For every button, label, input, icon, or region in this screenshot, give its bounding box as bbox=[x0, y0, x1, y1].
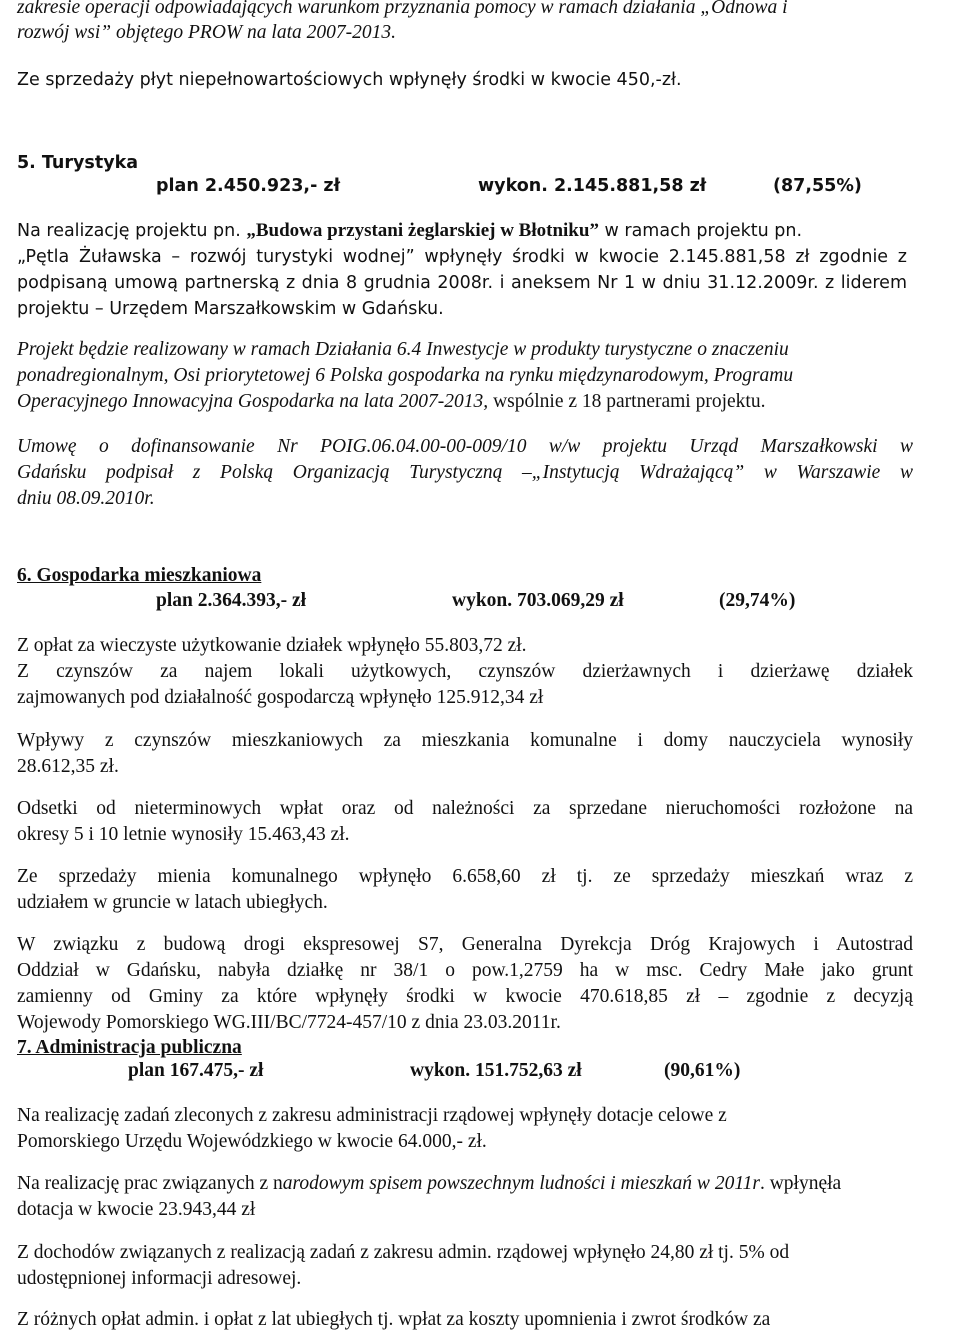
project-desc-line-3 bbox=[17, 389, 765, 415]
project-desc-line-3-partners: wspólnie z 18 partnerami projektu. bbox=[488, 391, 766, 412]
section-5-plan: plan 2.450.923,- zł bbox=[156, 176, 341, 196]
section-5-wykon: wykon. 2.145.881,58 zł bbox=[478, 176, 707, 196]
intro-line-2: rozwój wsi” objętego PROW na lata 2007-2013. bbox=[17, 22, 396, 43]
section-5-line-4: projektu – Urzędem Marszałkowskim w Gdańsku. bbox=[17, 299, 444, 319]
section-5-heading: 5. Turystyka bbox=[17, 153, 139, 173]
agreement-line-3: dniu 08.09.2010r. bbox=[17, 488, 155, 509]
section-5-line-3: podpisaną umową partnerską z dnia 8 grudnia 2008r. i aneksem Nr 1 w dniu 31.12.2009r. z liderem bbox=[17, 273, 907, 293]
section-5-line-1 bbox=[17, 218, 802, 244]
section-6-e-line-1: Ze sprzedaży mienia komunalnego wpłynęło 6.658,60 zł tj. ze sprzedaży mieszkań wraz z bbox=[17, 866, 913, 887]
section-7-b-part-c: . wpłynęła bbox=[759, 1173, 842, 1194]
section-7-a-line-2: Pomorskiego Urzędu Wojewódzkiego w kwocie 64.000,- zł. bbox=[17, 1131, 487, 1152]
section-6-percent: (29,74%) bbox=[719, 590, 796, 611]
section-6-d-line-1: Odsetki od nieterminowych wpłat oraz od należności za sprzedane nieruchomości rozłożone na bbox=[17, 798, 913, 819]
section-7-plan: plan 167.475,- zł bbox=[128, 1060, 264, 1081]
section-6-f-line-1: W związku z budową drogi ekspresowej S7, Generalna Dyrekcja Dróg Krajowych i Autostrad bbox=[17, 934, 913, 955]
line-1-part-c: w ramach projektu pn. bbox=[598, 221, 803, 241]
section-7-c-line-2: udostępnionej informacji adresowej. bbox=[17, 1268, 302, 1289]
section-7-wykon: wykon. 151.752,63 zł bbox=[410, 1060, 582, 1081]
project-name-bold: „Budowa przystani żeglarskiej w Błotniku” bbox=[246, 220, 599, 241]
section-6-b-line-2: zajmowanych pod działalność gospodarczą wpłynęło 125.912,34 zł bbox=[17, 687, 544, 708]
section-6-c-line-2: 28.612,35 zł. bbox=[17, 756, 119, 777]
section-6-e-line-2: udziałem w gruncie w latach ubiegłych. bbox=[17, 892, 328, 913]
section-6-plan: plan 2.364.393,- zł bbox=[156, 590, 307, 611]
section-6-a-line-1: Z opłat za wieczyste użytkowanie działek wpłynęło 55.803,72 zł. bbox=[17, 635, 527, 656]
section-7-heading: 7. Administracja publiczna bbox=[17, 1037, 242, 1058]
section-7-c-line-1: Z dochodów związanych z realizacją zadań z zakresu admin. rządowej wpłynęło 24,80 zł tj. 5% od bbox=[17, 1242, 790, 1263]
section-6-b-line-1: Z czynszów za najem lokali użytkowych, czynszów dzierżawnych i dzierżawę działek bbox=[17, 661, 913, 682]
section-6-c-line-1: Wpływy z czynszów mieszkaniowych za mieszkania komunalne i domy nauczyciela wynosiły bbox=[17, 730, 913, 751]
plyty-sale-text: Ze sprzedaży płyt niepełnowartościowych wpłynęły środki w kwocie 450,-zł. bbox=[17, 70, 682, 90]
section-6-wykon: wykon. 703.069,29 zł bbox=[452, 590, 624, 611]
section-6-f-line-4: Wojewody Pomorskiego WG.III/BC/7724-457/10 z dnia 23.03.2011r. bbox=[17, 1012, 561, 1033]
section-6-f-line-3: zamienny od Gminy za które wpłynęły środki w kwocie 470.618,85 zł – zgodnie z decyzją bbox=[17, 986, 913, 1007]
section-6-heading: 6. Gospodarka mieszkaniowa bbox=[17, 565, 262, 586]
project-desc-line-3-italic: Operacyjnego Innowacyjna Gospodarka na lata 2007-2013, bbox=[17, 391, 489, 412]
section-7-b-line-1 bbox=[17, 1171, 841, 1197]
section-7-d-line-1: Z różnych opłat admin. i opłat z lat ubiegłych tj. wpłat za koszty upomnienia i zwrot środków za bbox=[17, 1309, 771, 1330]
agreement-line-1: Umowę o dofinansowanie Nr POIG.06.04.00-00-009/10 w/w projektu Urząd Marszałkowski w bbox=[17, 436, 913, 457]
agreement-line-2: Gdańsku podpisał z Polską Organizacją Turystyczną –„Instytucją Wdrażającą” w Warszawie w bbox=[17, 462, 913, 483]
project-desc-line-2: ponadregionalnym, Osi priorytetowej 6 Polska gospodarka na rynku międzynarodowym, Programu bbox=[17, 365, 794, 386]
project-desc-line-1: Projekt będzie realizowany w ramach Działania 6.4 Inwestycje w produkty turystyczne o znaczeniu bbox=[17, 339, 789, 360]
census-name-italic: arodowym spisem powszechnym ludności i mieszkań w 2011r bbox=[282, 1173, 760, 1194]
section-7-b-part-a: Na realizację prac związanych z n bbox=[17, 1173, 283, 1194]
section-6-f-line-2: Oddział w Gdańsku, nabyła działkę nr 38/1 o pow.1,2759 ha w msc. Cedry Małe jako grunt bbox=[17, 960, 913, 981]
section-5-line-2: „Pętla Żuławska – rozwój turystyki wodnej” wpłynęły środki w kwocie 2.145.881,58 zł zgodnie z bbox=[17, 247, 907, 267]
section-7-a-line-1: Na realizację zadań zleconych z zakresu administracji rządowej wpłynęły dotacje celowe z bbox=[17, 1105, 727, 1126]
intro-line-1: zakresie operacji odpowiadających warunkom przyznania pomocy w ramach działania „Odnowa i bbox=[17, 0, 788, 18]
section-7-b-line-2: dotacja w kwocie 23.943,44 zł bbox=[17, 1199, 256, 1220]
line-1-part-a: Na realizację projektu pn. bbox=[17, 221, 247, 241]
section-6-d-line-2: okresy 5 i 10 letnie wynosiły 15.463,43 zł. bbox=[17, 824, 350, 845]
section-7-percent: (90,61%) bbox=[664, 1060, 741, 1081]
section-5-percent: (87,55%) bbox=[773, 176, 862, 196]
